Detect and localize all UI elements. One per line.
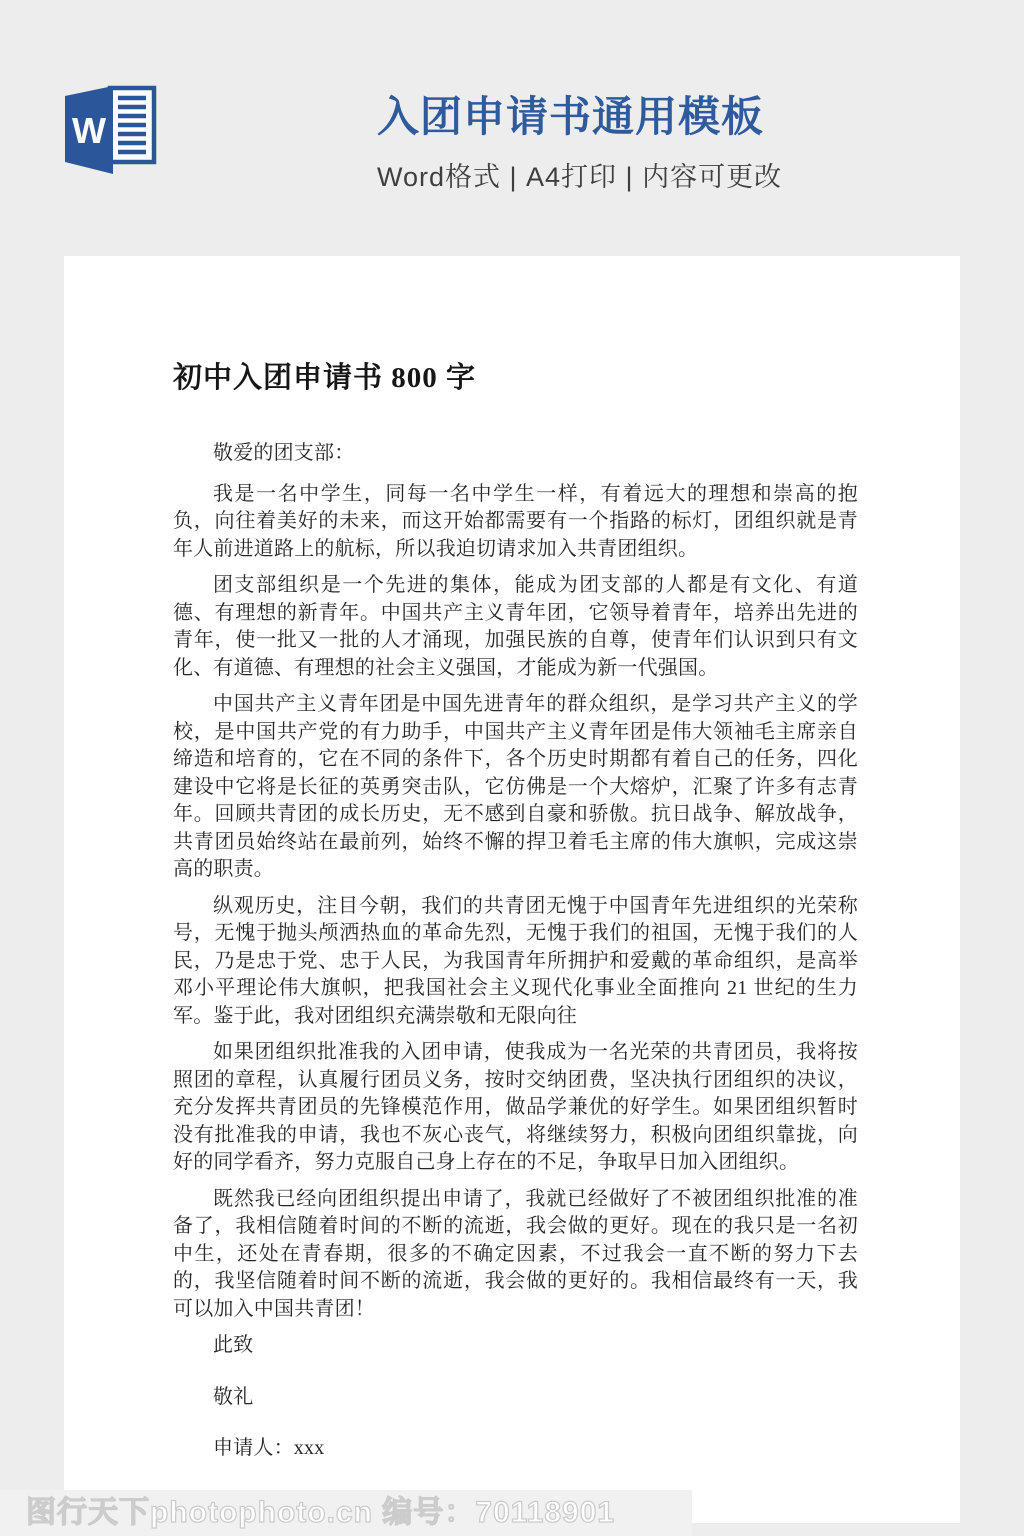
paragraph-3: 中国共产主义青年团是中国先进青年的群众组织，是学习共产主义的学校，是中国共产党的有力助手，中国共产主义青年团是伟大领袖毛主席亲自缔造和培育的，它在不同的条件下，各个历史时期都有着自己的任务，四化建设中它将是长征的英勇突击队，它仿佛是一个大熔炉，汇聚了许多有志青年。回顾共青团的成长历史，无不感到自豪和骄傲。抗日战争、解放战争，共青团员始终站在最前列，始终不懈的捍卫着毛主席的伟大旗帜，完成这崇高的职责。 [173, 693, 858, 881]
watermark-text: 图行天下photophoto.cn 编号：70118901 [26, 1496, 616, 1529]
closing-cizhi: 此致 [213, 1334, 254, 1357]
paragraph-5: 如果团组织批准我的入团申请，使我成为一名光荣的共青团员，我将按照团的章程，认真履行团员义务，按时交纳团费，坚决执行团组织的决议，充分发挥共青团员的先锋模范作用，做品学兼优的好学生。如果团组织暂时没有批准我的申请，我也不灰心丧气，将继续努力，积极向团组织靠拢，向好的同学看齐，努力克服自己身上存在的不足，争取早日加入团组织。 [173, 1041, 858, 1174]
template-subtitle: Word格式 | A4打印 | 内容可更改 [377, 162, 783, 192]
paragraph-1: 我是一名中学生，同每一名中学生一样，有着远大的理想和崇高的抱负，向往着美好的未来，而这开始都需要有一个指路的标灯，团组织就是青年人前进道路上的航标，所以我迫切请求加入共青团组织。 [173, 482, 858, 560]
signature-line: 申请人：xxx [213, 1437, 325, 1460]
document-title: 初中入团申请书 800 字 [173, 362, 477, 394]
salutation: 敬爱的团支部： [213, 442, 355, 465]
document-page [64, 256, 960, 1523]
watermark-bar [0, 1490, 692, 1536]
paragraph-6: 既然我已经向团组织提出申请了，我就已经做好了不被团组织批准的准备了，我相信随着时间的不断的流逝，我会做的更好。现在的我只是一名初中生，还处在青春期，很多的不确定因素，不过我会一直不断的努力下去的，我坚信随着时间不断的流逝，我会做的更好的。我相信最终有一天，我可以加入中国共青团！ [173, 1187, 858, 1320]
closing-jingli: 敬礼 [213, 1385, 254, 1408]
template-title: 入团申请书通用模板 [377, 93, 765, 140]
paragraph-4: 纵观历史，注目今朝，我们的共青团无愧于中国青年先进组织的光荣称号，无愧于抛头颅洒热血的革命先烈，无愧于我们的祖国，无愧于我们的人民，乃是忠于党、忠于人民，为我国青年所拥护和爱戴的革命组织，是高举邓小平理论伟大旗帜，把我国社会主义现代化事业全面推向 21 世纪的生力军。鉴于此，我对团组织充满崇敬和无限向往 [173, 894, 858, 1027]
svg-text:W: W [72, 110, 106, 151]
paragraph-2: 团支部组织是一个先进的集体，能成为团支部的人都是有文化、有道德、有理想的新青年。中国共产主义青年团，它领导着青年，培养出先进的青年，使一批又一批的人才涌现，加强民族的自尊，使青年们认识到只有文化、有道德、有理想的社会主义强国，才能成为新一代强国。 [173, 574, 858, 679]
word-file-icon [60, 82, 160, 180]
